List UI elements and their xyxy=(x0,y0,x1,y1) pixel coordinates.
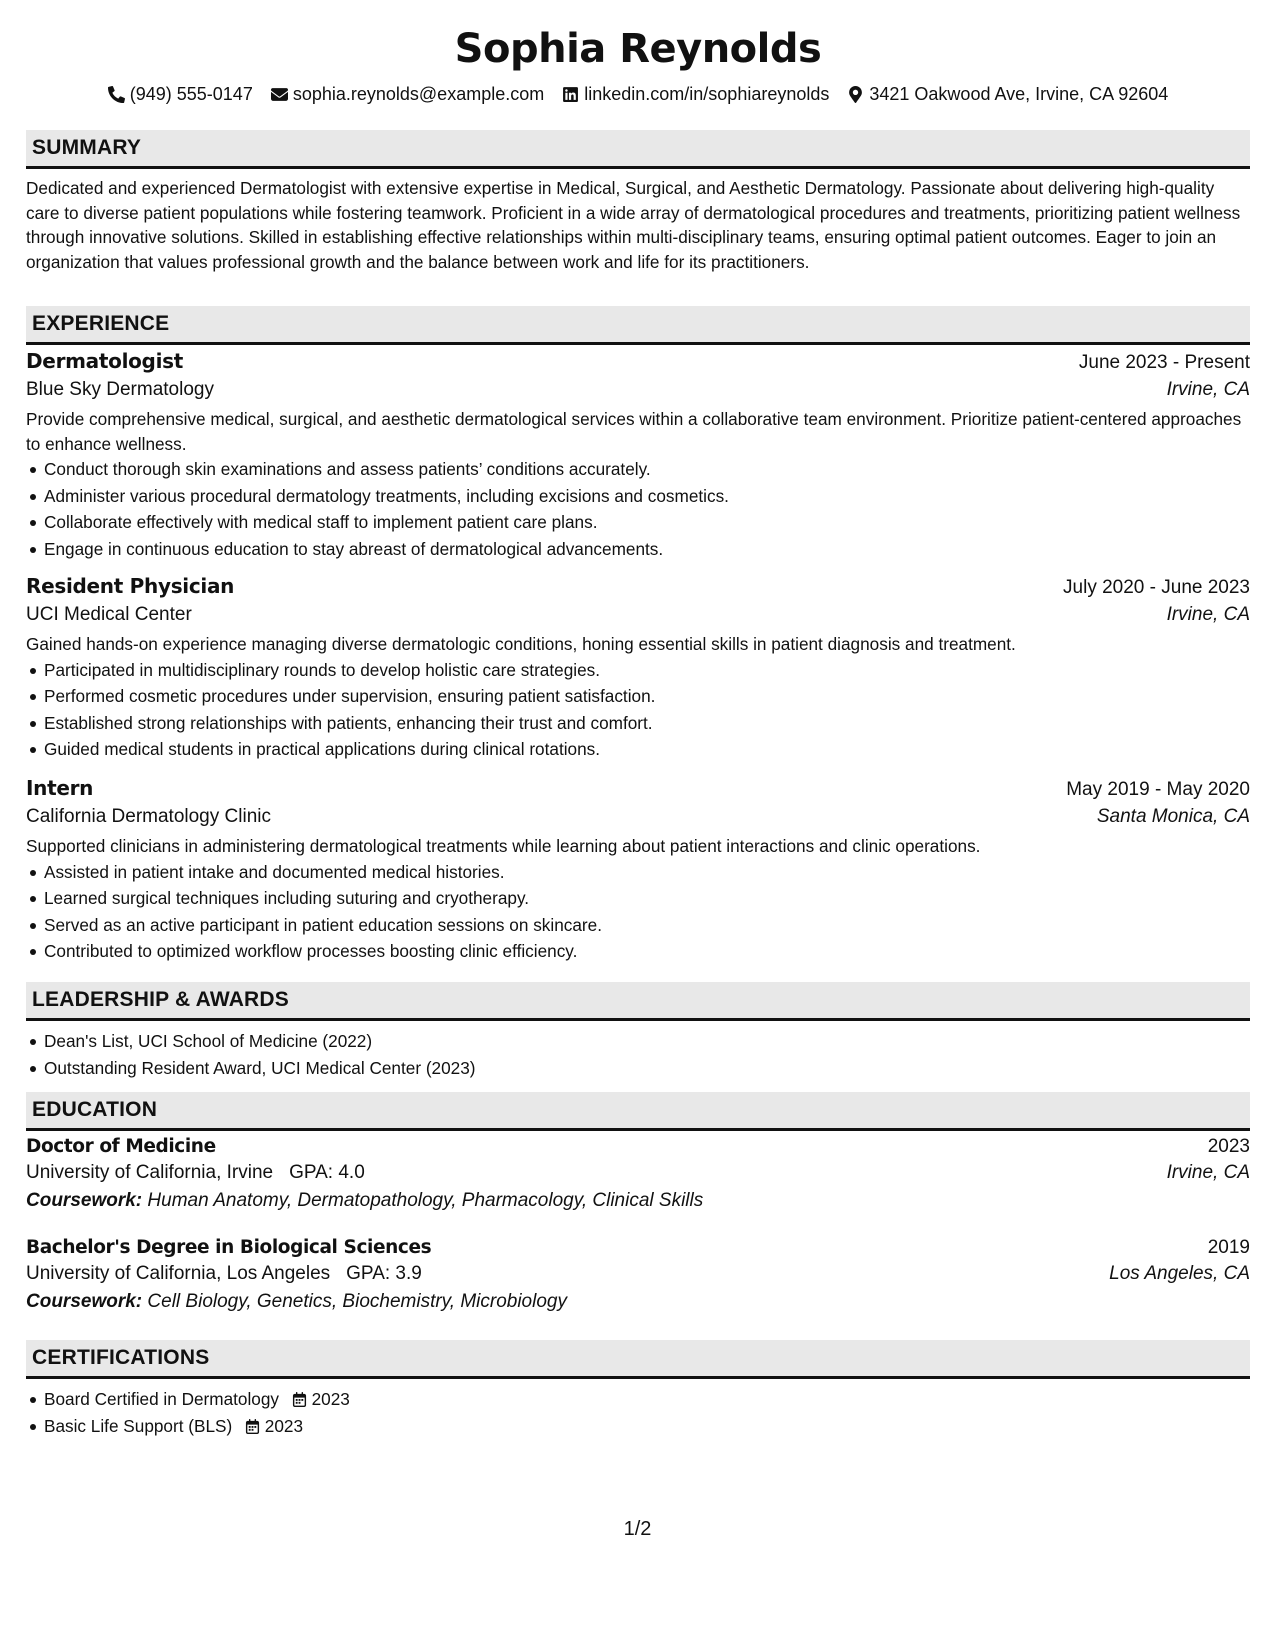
coursework-list: Human Anatomy, Dermatopathology, Pharmacology, Clinical Skills xyxy=(147,1190,704,1211)
list-item: Performed cosmetic procedures under supervision, ensuring patient satisfaction. xyxy=(26,683,1250,710)
calendar-icon xyxy=(245,1419,260,1434)
job-location: Irvine, CA xyxy=(1166,379,1250,400)
list-item: Outstanding Resident Award, UCI Medical Center (2023) xyxy=(26,1055,1250,1082)
school-name: University of California, Irvine xyxy=(26,1162,274,1183)
job-entry xyxy=(26,574,1250,763)
degree-year: 2023 xyxy=(1207,1136,1250,1157)
calendar-icon xyxy=(292,1392,307,1407)
awards-list xyxy=(26,1028,1250,1081)
job-entry xyxy=(26,776,1250,965)
list-item: Learned surgical techniques including suturing and cryotherapy. xyxy=(26,885,1250,912)
job-title: Resident Physician xyxy=(26,574,235,598)
gpa: GPA: 4.0 xyxy=(289,1162,365,1183)
phone-text: (949) 555-0147 xyxy=(129,83,253,104)
education-entry xyxy=(26,1237,1250,1313)
list-item: Contributed to optimized workflow processes boosting clinic efficiency. xyxy=(26,938,1250,965)
job-dates: July 2020 - June 2023 xyxy=(1063,577,1250,598)
job-bullets xyxy=(26,657,1250,763)
contact-bar xyxy=(26,82,1250,106)
contact-phone[interactable] xyxy=(108,84,253,105)
degree-year: 2019 xyxy=(1207,1237,1250,1258)
awards-heading: LEADERSHIP & AWARDS xyxy=(26,982,1250,1021)
job-location: Santa Monica, CA xyxy=(1096,806,1250,827)
job-dates: May 2019 - May 2020 xyxy=(1066,779,1250,800)
email-text: sophia.reynolds@example.com xyxy=(292,83,545,104)
experience-heading: EXPERIENCE xyxy=(26,306,1250,345)
list-item: Administer various procedural dermatology treatments, including excisions and cosmetics. xyxy=(26,483,1250,510)
certification-name: Basic Life Support (BLS) xyxy=(44,1415,233,1436)
job-description: Provide comprehensive medical, surgical, and aesthetic dermatological services within a collaborative team environment. Prioritize patient-centered approaches to enhance wellness. xyxy=(26,409,1242,454)
certifications-heading: CERTIFICATIONS xyxy=(26,1340,1250,1379)
job-title: Dermatologist xyxy=(26,349,183,373)
contact-linkedin[interactable] xyxy=(562,84,829,105)
education-entry xyxy=(26,1136,1250,1212)
job-title: Intern xyxy=(26,776,94,800)
list-item: Served as an active participant in patient education sessions on skincare. xyxy=(26,912,1250,939)
job-org: California Dermatology Clinic xyxy=(26,806,271,827)
school-location: Los Angeles, CA xyxy=(1109,1263,1250,1284)
list-item: Dean's List, UCI School of Medicine (2022) xyxy=(26,1028,1250,1055)
coursework-list: Cell Biology, Genetics, Biochemistry, Microbiology xyxy=(147,1291,567,1312)
list-item: Guided medical students in practical applications during clinical rotations. xyxy=(26,736,1250,763)
school-name: University of California, Los Angeles xyxy=(26,1263,331,1284)
linkedin-text: linkedin.com/in/sophiareynolds xyxy=(584,83,830,104)
address-text: 3421 Oakwood Ave, Irvine, CA 92604 xyxy=(869,83,1169,104)
phone-icon xyxy=(108,86,125,103)
job-bullets xyxy=(26,456,1250,562)
certification-year: 2023 xyxy=(311,1389,350,1409)
summary-text: Dedicated and experienced Dermatologist with extensive expertise in Medical, Surgical, and Aesthetic Dermatology. Passionate about delivering high-quality care to diverse patient populations while fostering teamwork. Proficient in a wide array of dermatological procedures and treatments, prioritizing patient wellness through innovative solutions. Skilled in establishing effective relationships within multi-disciplinary teams, ensuring optimal patient outcomes. Eager to join an organization that values professional growth and the balance between work and life for its practitioners. xyxy=(26,178,1241,272)
summary-heading: SUMMARY xyxy=(26,130,1250,169)
list-item: Established strong relationships with patients, enhancing their trust and comfort. xyxy=(26,710,1250,737)
job-entry xyxy=(26,349,1250,563)
list-item xyxy=(26,1413,1250,1440)
candidate-name: Sophia Reynolds xyxy=(454,26,822,72)
job-org: UCI Medical Center xyxy=(26,604,192,625)
list-item: Participated in multidisciplinary rounds to develop holistic care strategies. xyxy=(26,657,1250,684)
job-description: Gained hands-on experience managing diverse dermatologic conditions, honing essential skills in patient diagnosis and treatment. xyxy=(26,634,1016,654)
job-location: Irvine, CA xyxy=(1166,604,1250,625)
job-org: Blue Sky Dermatology xyxy=(26,379,214,400)
coursework-label: Coursework: xyxy=(26,1190,143,1211)
contact-address xyxy=(847,84,1168,105)
envelope-icon xyxy=(271,86,288,103)
list-item: Conduct thorough skin examinations and assess patients’ conditions accurately. xyxy=(26,456,1250,483)
degree-title: Doctor of Medicine xyxy=(26,1136,216,1157)
job-description: Supported clinicians in administering dermatological treatments while learning about patient interactions and clinic operations. xyxy=(26,836,981,856)
degree-title: Bachelor's Degree in Biological Sciences xyxy=(26,1237,432,1258)
job-bullets xyxy=(26,859,1250,965)
list-item: Assisted in patient intake and documented medical histories. xyxy=(26,859,1250,886)
education-heading: EDUCATION xyxy=(26,1092,1250,1131)
certification-name: Board Certified in Dermatology xyxy=(44,1389,280,1409)
school-location: Irvine, CA xyxy=(1166,1162,1250,1183)
coursework-label: Coursework: xyxy=(26,1291,143,1312)
linkedin-icon xyxy=(562,86,579,103)
page-number: 1/2 xyxy=(623,1518,652,1540)
list-item xyxy=(26,1386,1250,1413)
job-dates: June 2023 - Present xyxy=(1078,352,1250,373)
map-pin-icon xyxy=(847,86,864,103)
list-item: Engage in continuous education to stay abreast of dermatological advancements. xyxy=(26,536,1250,563)
list-item: Collaborate effectively with medical staff to implement patient care plans. xyxy=(26,509,1250,536)
gpa: GPA: 3.9 xyxy=(346,1263,422,1284)
certification-year: 2023 xyxy=(264,1415,304,1436)
contact-email[interactable] xyxy=(271,84,544,105)
certifications-list xyxy=(26,1386,1250,1439)
resume-page xyxy=(26,0,1250,1436)
